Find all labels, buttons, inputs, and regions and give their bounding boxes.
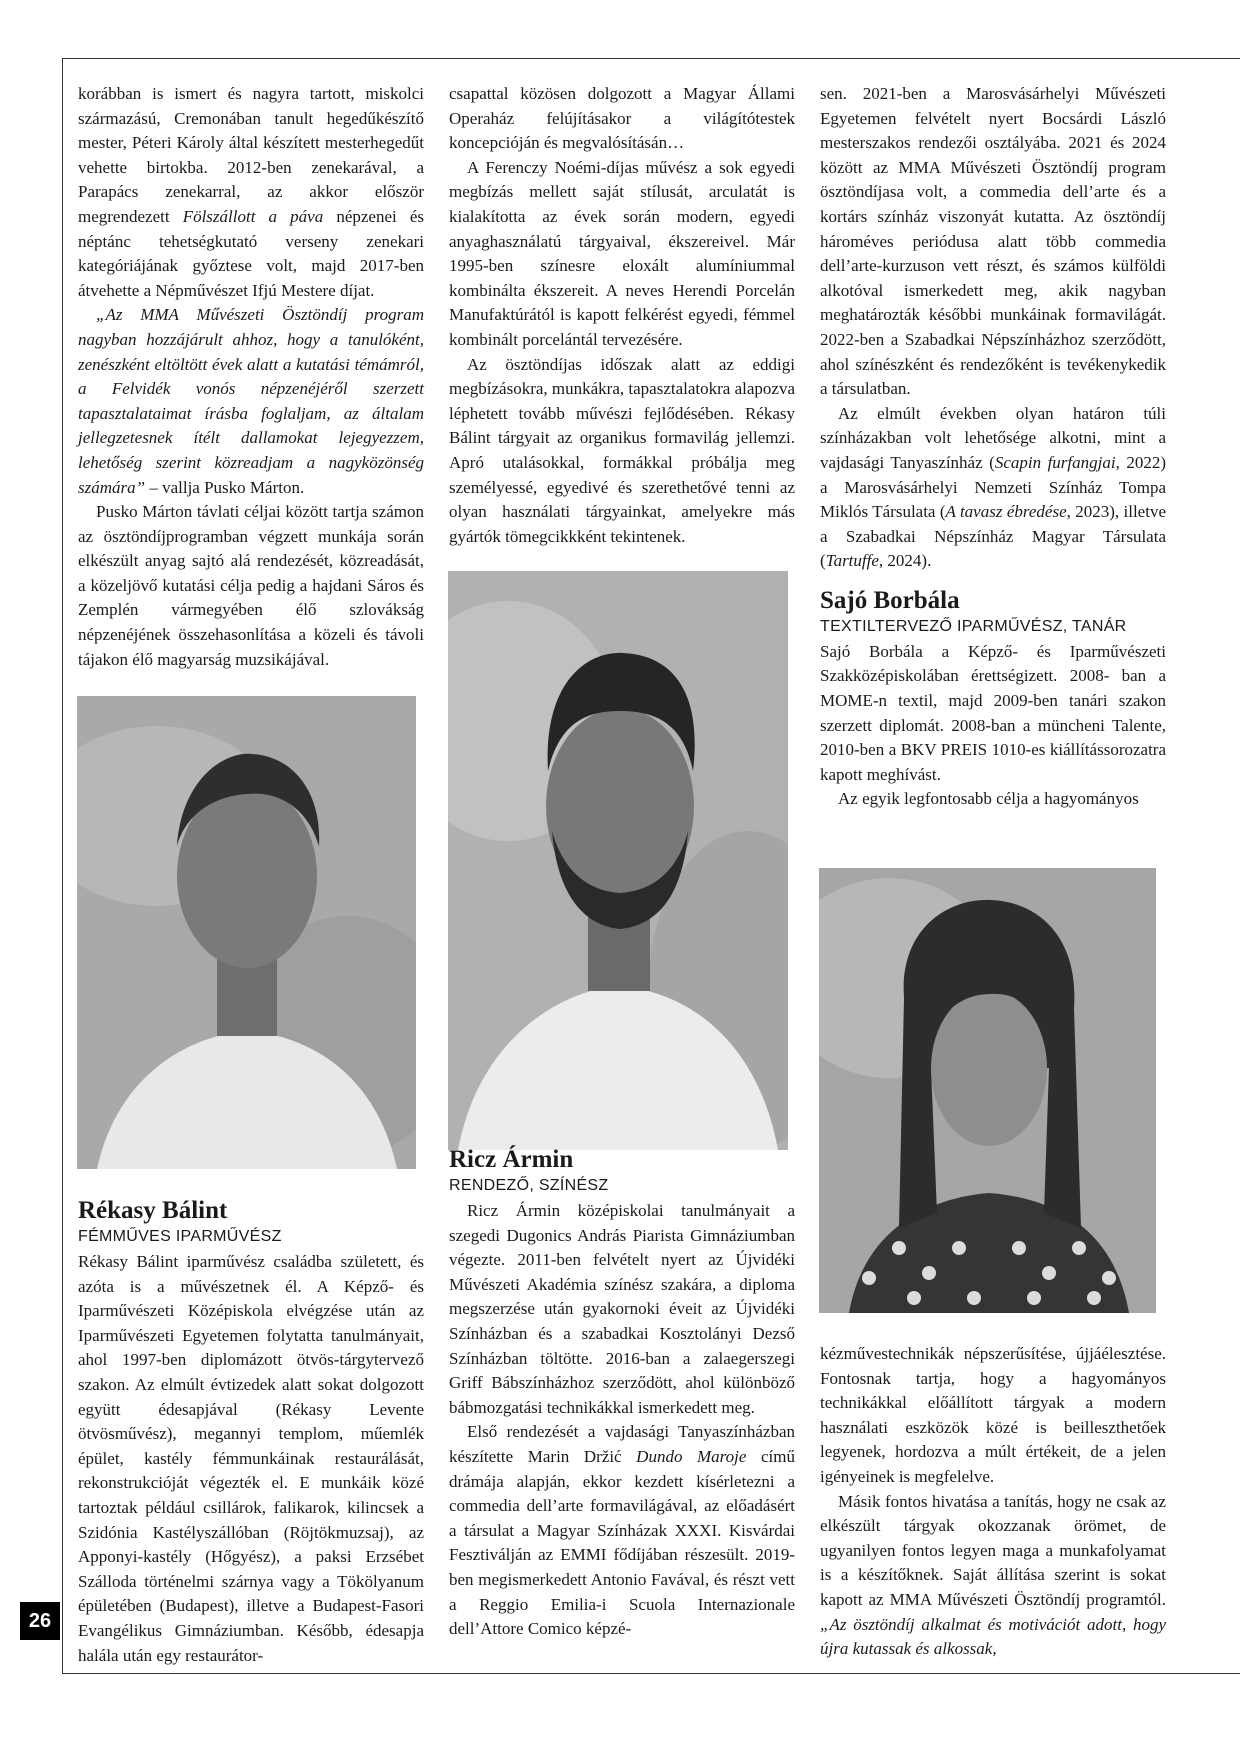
column-1-bottom	[78, 1196, 424, 1668]
page-frame-top	[62, 58, 1240, 59]
page-frame-left	[62, 58, 63, 1673]
paragraph: Pusko Márton távlati céljai között tartja számon az ösztöndíjprogramban végzett munkája során elkészült anyag sajtó alá rendezését, közreadását, a közeljövő kutatási célja pedig a hajdani Sáros és Zemplén vármegyében élő szlovákság népzenéjének összehasonlítása a közeli és távoli tájakon élő magyarság muzsikájával.	[78, 502, 424, 669]
artist-name: Ricz Ármin	[449, 1146, 574, 1173]
paragraph: A Ferenczy Noémi-díjas művész a sok egyedi megbízás mellett saját stílusát, arculatát is kialakította az évek során modern, egyedi anyaghasználatú tárgyaival, ékszereivel. Már 1995-ben színesre eloxált alumíniummal kombinálta ékszereit. A neves Herendi Porcelán Manufaktúrától is kapott felkérést egyedi, fémmel kombinált porcelántál tervezésére.	[449, 157, 795, 349]
paragraph: Első rendezését a vajdasági Tanyaszínházban készítette Marin Držić Dundo Maroje című drámája alapján, ekkor kezdett kísérletezni a commedia dell’arte formavilágával, az előadásért a társulat a Magyar Színházak XXXI. Kisvárdai Fesztiválján az EMMI fődíjában részesült. 2019-ben megismerkedett Antonio Favával, és részt vett a Reggio Emilia-i Scuola Internazionale dell’Attore Comico képzé-	[449, 1422, 795, 1639]
paragraph: Sajó Borbála a Képző- és Iparművészeti Szakközépiskolában érettségizett. 2008- ban a MOME-n textil, majd 2009-ben tanári szakon szerzett diplomát. 2008-ban a müncheni Talente, 2010-ben a BKV PREIS 1010-es kiállítássorozatra kapott meghívást.	[820, 641, 1166, 784]
portrait-photo-rekasy	[77, 696, 416, 1169]
page-number: 26	[20, 1602, 60, 1640]
paragraph: Másik fontos hivatása a tanítás, hogy ne csak az elkészült tárgyak okozzanak örömet, de ugyanilyen fontos legyen maga a munkafolyamat is a készítőknek. Saját állítása szerint is sokat kapott az MMA Művészeti Ösztöndíj programtól. „Az ösztöndíj alkalmat és motivációt adott, hogy újra kutassak és alkossak,	[820, 1491, 1166, 1659]
paragraph: kézművestechnikák népszerűsítése, újjáélesztése. Fontosnak tartja, hogy a hagyományos technikákkal előállított tárgyak a modern használati eszközök közé is beilleszthetőek legyenek, hordozva a múlt értékeit, de a jelen igényeinek is megfelelve.	[820, 1344, 1166, 1486]
portrait-image	[819, 868, 1156, 1313]
paragraph: korábban is ismert és nagyra tartott, miskolci származású, Cremonában tanult hegedűkészítő mester, Péteri Károly által készített mesterhegedűt vehette birtokba. 2012-ben zenekarával, a Parapács zenekarral, az akkor először megrendezett Fölszállott a páva népzenei és néptánc tehetségkutató verseny zenekari kategóriájának győztese volt, majd 2017-ben átvehette a Népművészet Ifjú Mestere díjat.	[78, 84, 425, 300]
column-3-top	[820, 82, 1166, 812]
portrait-photo-sajo	[819, 868, 1156, 1313]
artist-name: Sajó Borbála	[820, 586, 960, 614]
portrait-image	[448, 571, 788, 1150]
artist-role: FÉMMŰVES IPARMŰVÉSZ	[78, 1228, 282, 1245]
paragraph: csapattal közösen dolgozott a Magyar Állami Operaház felújításakor a világítótestek koncepcióján és megvalósításán…	[449, 84, 795, 153]
portrait-photo-ricz	[448, 571, 788, 1150]
portrait-image	[77, 696, 416, 1169]
paragraph: Rékasy Bálint iparművész családba született, és azóta is a művészetnek él. A Képző- és Iparművészeti Középiskola elvégzése után az Iparművészeti Egyetemen folytatta tanulmányait, ahol 1997-ben diplomázott ötvös-tárgytervező szakon. Az elmúlt évtizedek alatt sokat dolgozott együtt édesapjával (Rékasy Levente ötvösművész), megannyi templom, műemlék épület, kastély fémmunkáinak restaurálását, rekonstrukcióját végezték el. E munkáik közé tartoztak például csillárok, falikarok, kilincsek a Szidónia Kastélyszállóban (Röjtökmuzsaj), az Apponyi-kastély (Hőgyész), a paksi Erzsébet Szálloda történelmi szárnya vagy a Tökölyanum épületében (Budapest), illetve a Budapest-Fasori Evangélikus Gimnáziumban. Később, édesapja halála után egy restaurátor-	[78, 1252, 424, 1665]
paragraph: Az ösztöndíjas időszak alatt az eddigi megbízásokra, munkákra, tapasztalatokra alapozva léphetett tovább művészi fejlődésében. Rékasy Bálint tárgyait az organikus formavilág jellemzi. Apró utalásokkal, formákkal próbálja meg személyessé, egyedivé és szerethetővé tenni az olyan használati tárgyainkat, amelyekre más gyártók tömegcikkként tekintenek.	[449, 354, 795, 546]
page-frame-bottom	[62, 1673, 1240, 1674]
artist-role: RENDEZŐ, SZÍNÉSZ	[449, 1177, 609, 1194]
paragraph: sen. 2021-ben a Marosvásárhelyi Művészeti Egyetemen felvételt nyert Bocsárdi László mesterszakos rendezői osztályába. 2021 és 2024 között az MMA Művészeti Ösztöndíj program ösztöndíjasa volt, a commedia dell’arte és a kortárs színház viszonyát kutatta. Az ösztöndíj hároméves periódusa alatt több commedia dell’arte-kurzuson vett részt, és számos külföldi alkotóval ismerkedett meg, akik nagyban meghatározták későbbi munkáinak formavilágát. 2022-ben a Szabadkai Népszínházhoz szerződött, ahol színészként és rendezőként is tevékenykedik a társulatban.	[820, 84, 1166, 399]
column-1-top	[78, 82, 424, 672]
artist-role: TEXTILTERVEZŐ IPARMŰVÉSZ, TANÁR	[820, 617, 1127, 635]
artist-name: Rékasy Bálint	[78, 1197, 228, 1224]
column-2-bottom	[449, 1145, 795, 1642]
paragraph: Ricz Ármin középiskolai tanulmányait a szegedi Dugonics András Piarista Gimnáziumban végezte. 2011-ben felvételt nyert az Újvidéki Művészeti Akadémia színész szakára, a diploma megszerzése után gyakornoki éveit az Újvidéki Színházban és a szabadkai Kosztolányi Dezső Színházban töltötte. 2016-ban a zalaegerszegi Griff Bábszínházhoz szerződött, ahol különböző bábmozgatási technikákkal ismerkedett meg.	[449, 1201, 795, 1417]
column-3-bottom	[820, 1342, 1166, 1662]
column-2-top	[449, 82, 795, 549]
paragraph: Az egyik legfontosabb célja a hagyományos	[838, 789, 1139, 809]
quote-paragraph: „Az MMA Művészeti Ösztöndíj program nagyban hozzájárult ahhoz, hogy a tanulóként, zenészként eltöltött évek alatt a kutatási témámról, a Felvidék vonós népzenéjéről szerzett tapasztalataimat írásba foglaljam, az általam jellegzetesnek ítélt dallamokat lejegyezzem, lehetőség szerint közreadjam a nagyközönség számára” – vallja Pusko Márton.	[78, 305, 424, 497]
paragraph: Az elmúlt években olyan határon túli színházakban volt lehetősége alkotni, mint a vajdasági Tanyaszínház (Scapin furfangjai, 2022) a Marosvásárhelyi Nemzeti Színház Tompa Miklós Társulata (A tavasz ébredése, 2023), illetve a Szabadkai Népszínház Magyar Társulata (Tartuffe, 2024).	[820, 403, 1166, 571]
